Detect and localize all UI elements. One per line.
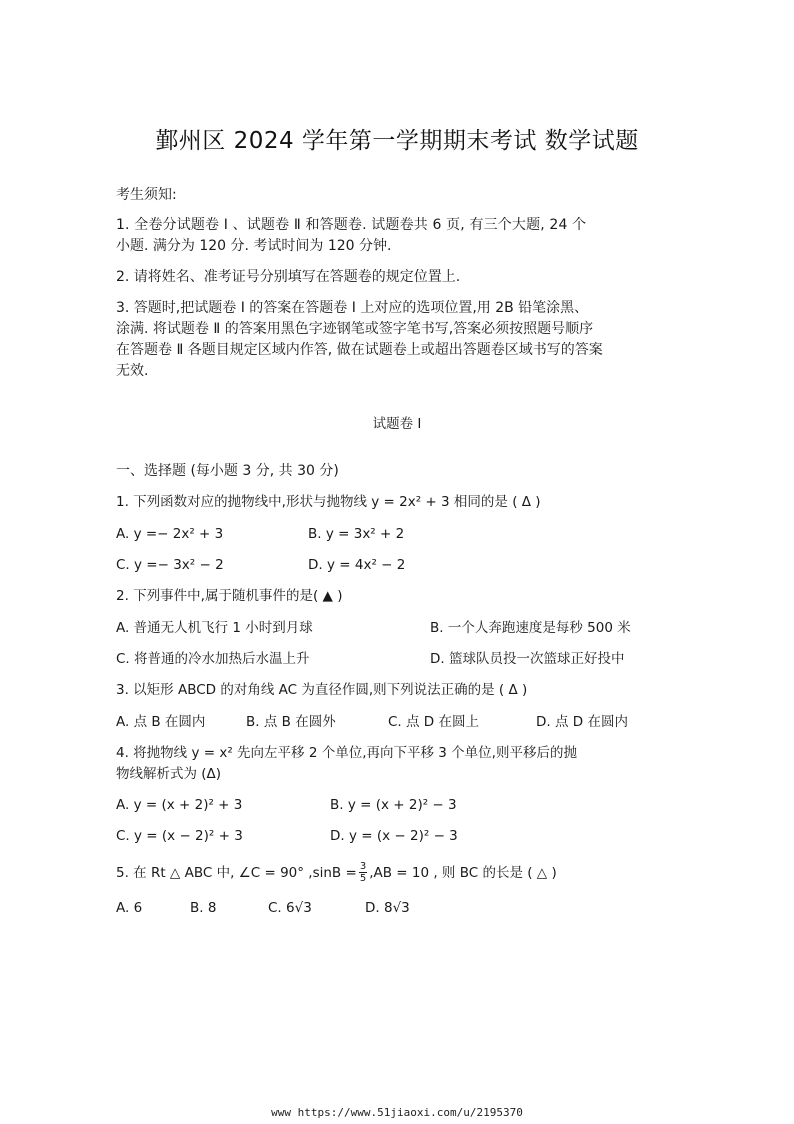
question-4-option-d: D. y = (x − 2)² − 3 [330, 828, 458, 844]
question-4-stem-line-1: 4. 将抛物线 y = x² 先向左平移 2 个单位,再向下平移 3 个单位,则平移后的抛 [116, 745, 577, 761]
sin-fraction [359, 861, 367, 884]
question-2-option-b: B. 一个人奔跑速度是每秒 500 米 [430, 620, 631, 636]
notice-item-1-line-2: 小题. 满分为 120 分. 考试时间为 120 分钟. [116, 238, 392, 254]
fraction-numerator: 3 [359, 861, 367, 872]
footer-watermark-url: www https://www.51jiaoxi.com/u/2195370 [271, 1106, 523, 1119]
notice-item-3-line-4: 无效. [116, 363, 149, 379]
question-2-option-c: C. 将普通的冷水加热后水温上升 [116, 651, 310, 667]
page-title: 鄞州区 2024 学年第一学期期末考试 数学试题 [155, 128, 639, 154]
question-5-stem-part-1: 5. 在 Rt △ ABC 中, ∠C = 90° ,sinB = [116, 864, 357, 881]
question-1-stem: 1. 下列函数对应的抛物线中,形状与抛物线 y = 2x² + 3 相同的是 ( Δ ) [116, 494, 541, 510]
question-5-option-a: A. 6 [116, 900, 143, 916]
question-1-option-d: D. y = 4x² − 2 [308, 557, 406, 573]
question-2-option-d: D. 篮球队员投一次篮球正好投中 [430, 651, 625, 667]
question-5-option-d: D. 8√3 [365, 900, 410, 916]
question-4-option-c: C. y = (x − 2)² + 3 [116, 828, 243, 844]
notice-item-2: 2. 请将姓名、准考证号分别填写在答题卷的规定位置上. [116, 269, 461, 285]
question-4-option-b: B. y = (x + 2)² − 3 [330, 797, 457, 813]
question-2-stem: 2. 下列事件中,属于随机事件的是( ▲ ) [116, 588, 343, 604]
notice-item-1-line-1: 1. 全卷分试题卷 Ⅰ 、试题卷 Ⅱ 和答题卷. 试题卷共 6 页, 有三个大题, 24 个 [116, 217, 587, 233]
question-1-option-b: B. y = 3x² + 2 [308, 526, 405, 542]
question-3-option-c: C. 点 D 在圆上 [388, 714, 479, 730]
question-3-stem: 3. 以矩形 ABCD 的对角线 AC 为直径作圆,则下列说法正确的是 ( Δ ) [116, 682, 528, 698]
section-title: 试题卷 Ⅰ [372, 416, 422, 432]
question-1-option-a: A. y =− 2x² + 3 [116, 526, 224, 542]
question-5-stem [116, 861, 557, 884]
question-2-option-a: A. 普通无人机飞行 1 小时到月球 [116, 620, 313, 636]
notice-item-3-line-2: 涂满. 将试题卷 Ⅱ 的答案用黑色字迹钢笔或签字笔书写,答案必须按照题号顺序 [116, 321, 594, 337]
question-4-option-a: A. y = (x + 2)² + 3 [116, 797, 243, 813]
question-1-option-c: C. y =− 3x² − 2 [116, 557, 224, 573]
question-3-option-a: A. 点 B 在圆内 [116, 714, 206, 730]
question-4-stem-line-2: 物线解析式为 (Δ) [116, 766, 222, 782]
question-5-option-b: B. 8 [190, 900, 217, 916]
part1-heading: 一、选择题 (每小题 3 分, 共 30 分) [116, 463, 339, 479]
notice-item-3-line-1: 3. 答题时,把试题卷 Ⅰ 的答案在答题卷 Ⅰ 上对应的选项位置,用 2B 铅笔涂黑、 [116, 300, 589, 316]
notice-item-3-line-3: 在答题卷 Ⅱ 各题目规定区域内作答, 做在试题卷上或超出答题卷区域书写的答案 [116, 342, 603, 358]
question-5-stem-part-2: ,AB = 10 , 则 BC 的长是 ( △ ) [369, 864, 557, 881]
notice-heading: 考生须知: [116, 187, 177, 203]
question-3-option-d: D. 点 D 在圆内 [536, 714, 628, 730]
question-3-option-b: B. 点 B 在圆外 [246, 714, 336, 730]
fraction-denominator: 5 [359, 873, 367, 884]
question-5-option-c: C. 6√3 [268, 900, 312, 916]
